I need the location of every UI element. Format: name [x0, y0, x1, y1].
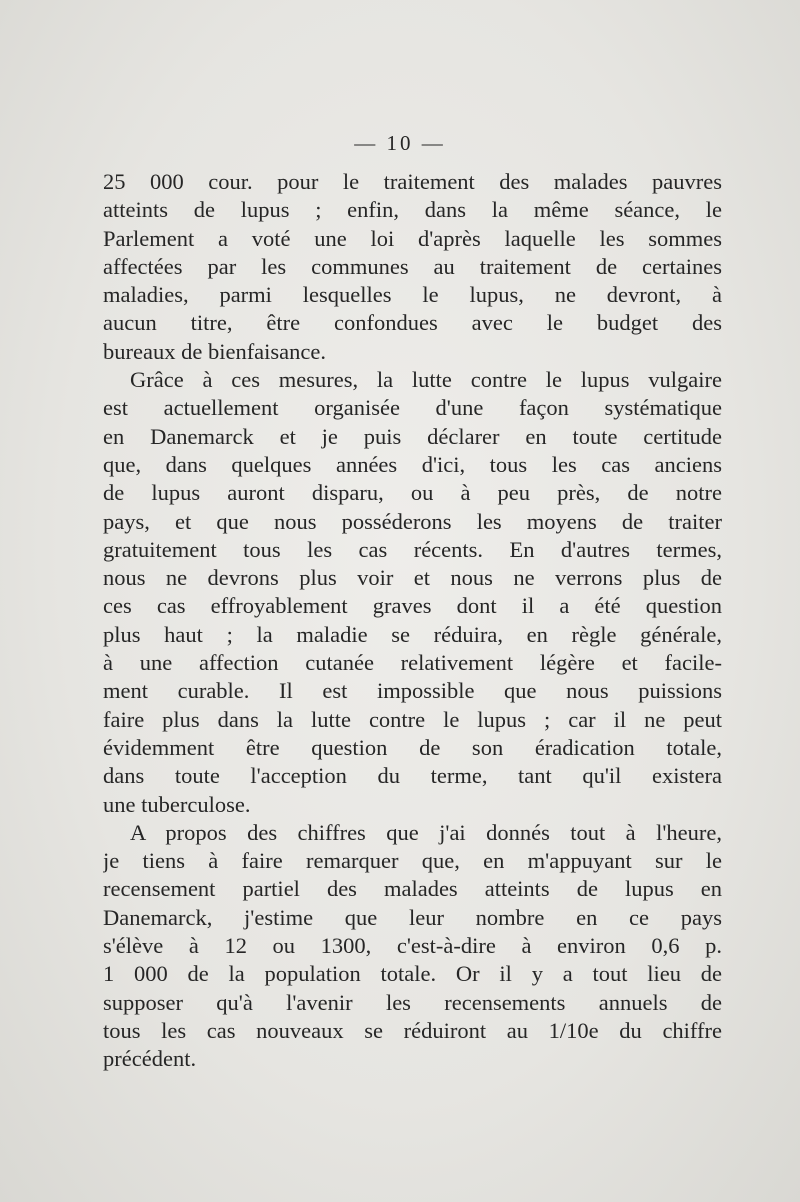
- text-line: bureaux de bienfaisance.: [103, 338, 327, 364]
- text-line: faire plus dans la lutte contre le lupus ; car il ne peut: [103, 706, 722, 732]
- text-line: Grâce à ces mesures, la lutte contre le lupus vulgaire: [130, 367, 722, 393]
- text-line: à une affection cutanée relativement légère et facile-: [103, 650, 722, 676]
- body-text: [103, 168, 722, 1074]
- text-line: que, dans quelques années d'ici, tous les cas anciens: [103, 451, 722, 477]
- text-line: maladies, parmi lesquelles le lupus, ne devront, à: [103, 282, 722, 308]
- text-line: Parlement a voté une loi d'après laquelle les sommes: [103, 225, 722, 251]
- text-line: précédent.: [103, 1046, 197, 1072]
- text-line: en Danemarck et je puis déclarer en toute certitude: [103, 423, 722, 449]
- text-line: Danemarck, j'estime que leur nombre en ce pays: [103, 904, 722, 930]
- text-line: évidemment être question de son éradication totale,: [103, 734, 722, 760]
- page-number: — 10 —: [354, 131, 446, 155]
- text-line: pays, et que nous posséderons les moyens de traiter: [103, 508, 722, 534]
- text-line: est actuellement organisée d'une façon systématique: [103, 395, 722, 421]
- text-line: A propos des chiffres que j'ai donnés tout à l'heure,: [130, 819, 722, 845]
- text-line: affectées par les communes au traitement de certaines: [103, 253, 722, 279]
- text-line: ment curable. Il est impossible que nous puissions: [103, 678, 722, 704]
- text-line: de lupus auront disparu, ou à peu près, de notre: [103, 480, 722, 506]
- text-line: tous les cas nouveaux se réduiront au 1/10e du chiffre: [103, 1017, 722, 1043]
- text-line: gratuitement tous les cas récents. En d'autres termes,: [103, 536, 722, 562]
- text-line: atteints de lupus ; enfin, dans la même séance, le: [103, 197, 722, 223]
- text-line: je tiens à faire remarquer que, en m'appuyant sur le: [103, 848, 722, 874]
- text-line: une tuberculose.: [103, 791, 251, 817]
- text-line: supposer qu'à l'avenir les recensements annuels de: [103, 989, 722, 1015]
- text-line: nous ne devrons plus voir et nous ne verrons plus de: [103, 565, 722, 591]
- text-line: 1 000 de la population totale. Or il y a tout lieu de: [103, 961, 722, 987]
- text-line: dans toute l'acception du terme, tant qu'il existera: [103, 763, 722, 789]
- text-line: aucun titre, être confondues avec le budget des: [103, 310, 722, 336]
- text-line: ces cas effroyablement graves dont il a été question: [103, 593, 722, 619]
- text-line: s'élève à 12 ou 1300, c'est-à-dire à environ 0,6 p.: [103, 933, 722, 959]
- text-line: plus haut ; la maladie se réduira, en règle générale,: [103, 621, 722, 647]
- text-line: recensement partiel des malades atteints de lupus en: [103, 876, 722, 902]
- text-line: 25 000 cour. pour le traitement des malades pauvres: [103, 169, 722, 194]
